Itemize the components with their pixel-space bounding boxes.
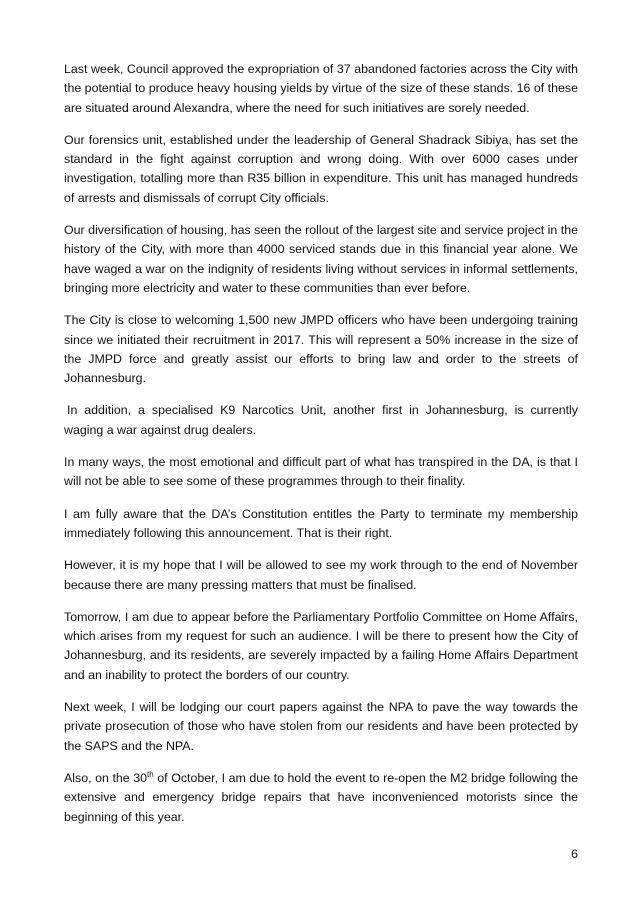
paragraph-m2-bridge <box>64 769 578 827</box>
paragraph-jmpd-officers: The City is close to welcoming 1,500 new JMPD officers who have been undergoing training since we initiated their recruitment in 2017. This will represent a 50% increase in the size of the JMPD force and greatly assist our efforts to bring law and order to the streets of Johannesburg. <box>64 313 578 386</box>
paragraph-factories-expropriation: Last week, Council approved the expropriation of 37 abandoned factories across the City with the potential to produce heavy housing yields by virtue of the size of these stands. 16 of these are situated around Alexandra, where the need for such initiatives are sorely needed. <box>64 62 578 115</box>
m2-bridge-text-after: of October, I am due to hold the event to re-open the M2 bridge following the extensive and emergency bridge repairs that have inconvenienced motorists since the beginning of this year. <box>64 770 578 824</box>
paragraph-da-constitution: I am fully aware that the DA’s Constitution entitles the Party to terminate my membership immediately following this announcement. That is their right. <box>64 506 578 540</box>
paragraph-k9-unit: In addition, a specialised K9 Narcotics Unit, another first in Johannesburg, is currently waging a war against drug dealers. <box>64 403 578 437</box>
paragraph-emotional-part: In many ways, the most emotional and difficult part of what has transpired in the DA, is that I will not be able to see some of these programmes through to their finality. <box>64 455 578 489</box>
ordinal-superscript: th <box>147 769 154 779</box>
document-page <box>64 60 578 840</box>
m2-bridge-text-before: Also, on the 30 <box>64 770 148 785</box>
paragraph-npa-prosecution: Next week, I will be lodging our court papers against the NPA to pave the way towards the private prosecution of those who have stolen from our residents and have been protected by the SAPS and the NPA. <box>64 700 578 753</box>
paragraph-housing-diversification: Our diversification of housing, has seen the rollout of the largest site and service project in the history of the City, with more than 4000 serviced stands due in this financial year alone. We have waged a war on the indignity of residents living without services in informal settlements, bringing more electricity and water to these communities than ever before. <box>64 223 578 295</box>
paragraph-november-hope: However, it is my hope that I will be allowed to see my work through to the end of November because there are many pressing matters that must be finalised. <box>64 558 578 592</box>
paragraph-home-affairs: Tomorrow, I am due to appear before the Parliamentary Portfolio Committee on Home Affairs, which arises from my request for such an audience. I will be there to present how the City of Johannesburg, and its residents, are severely impacted by a failing Home Affairs Department and an inability to protect the borders of our country. <box>64 609 578 682</box>
page-number: 6 <box>571 847 578 861</box>
paragraph-forensics-unit: Our forensics unit, established under the leadership of General Shadrack Sibiya, has set the standard in the fight against corruption and wrong doing. With over 6000 cases under investigation, totalling more than R35 billion in expenditure. This unit has managed hundreds of arrests and dismissals of corrupt City officials. <box>64 132 578 205</box>
